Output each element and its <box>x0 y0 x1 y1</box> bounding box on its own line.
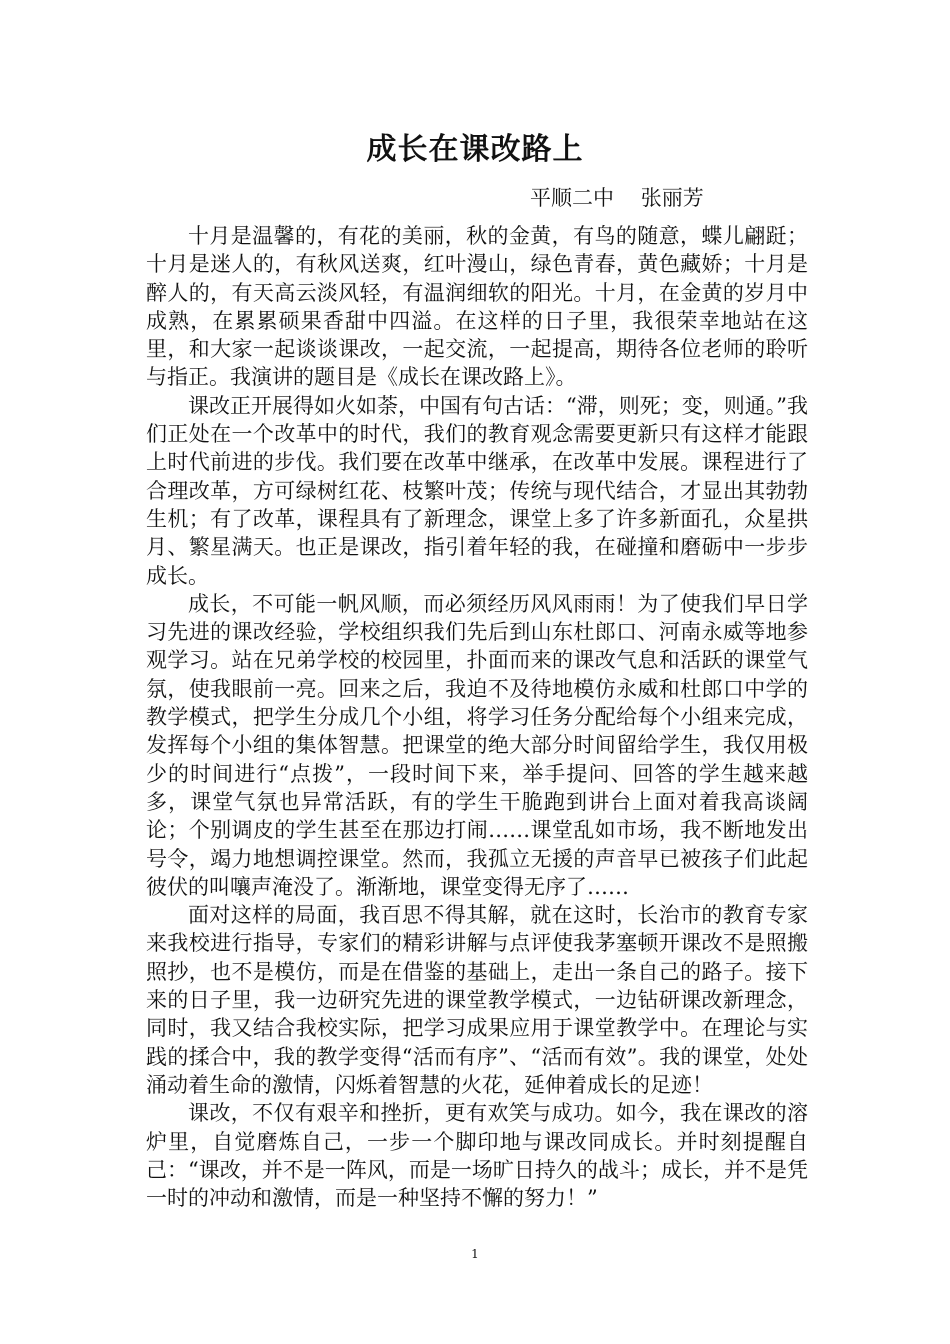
paragraph: 面对这样的局面，我百思不得其解，就在这时，长治市的教育专家来我校进行指导，专家们的精彩讲解与点评使我茅塞顿开课改不是照搬照抄，也不是模仿，而是在借鉴的基础上，走出一条自己的路子。接下来的日子里，我一边研究先进的课堂教学模式，一边钻研课改新理念，同时，我又结合我校实际，把学习成果应用于课堂教学中。在理论与实践的揉合中，我的教学变得“活而有序”、“活而有效”。我的课堂，处处涌动着生命的激情，闪烁着智慧的火花，延伸着成长的足迹！ <box>146 903 808 1097</box>
page-number: 1 <box>471 1247 479 1261</box>
document-title: 成长在课改路上 <box>366 132 584 167</box>
author-byline: 平顺二中 张丽芳 <box>530 186 704 210</box>
paragraph: 十月是温馨的，有花的美丽，秋的金黄，有鸟的随意，蝶儿翩跹；十月是迷人的，有秋风送爽，红叶漫山，绿色青春，黄色藏娇；十月是醉人的，有天高云淡风轻，有温润细软的阳光。十月，在金黄的岁月中成熟，在累累硕果香甜中四溢。在这样的日子里，我很荣幸地站在这里，和大家一起谈谈课改，一起交流，一起提高，期待各位老师的聆听与指正。我演讲的题目是《成长在课改路上》。 <box>146 224 808 390</box>
document-body <box>146 222 808 1212</box>
paragraph: 成长，不可能一帆风顺，而必须经历风风雨雨！为了使我们早日学习先进的课改经验，学校组织我们先后到山东杜郎口、河南永威等地参观学习。站在兄弟学校的校园里，扑面而来的课改气息和活跃的课堂气氛，使我眼前一亮。回来之后，我迫不及待地模仿永威和杜郎口中学的教学模式，把学生分成几个小组，将学习任务分配给每个小组来完成，发挥每个小组的集体智慧。把课堂的绝大部分时间留给学生，我仅用极少的时间进行“点拨”，一段时间下来，举手提问、回答的学生越来越多，课堂气氛也异常活跃，有的学生干脆跑到讲台上面对着我高谈阔论；个别调皮的学生甚至在那边打闹……课堂乱如市场，我不断地发出号令，竭力地想调控课堂。然而，我孤立无援的声音早已被孩子们此起彼伏的叫嚷声淹没了。渐渐地，课堂变得无序了…… <box>146 591 808 899</box>
paragraph: 课改正开展得如火如荼，中国有句古话：“滞，则死；变，则通。”我们正处在一个改革中的时代，我们的教育观念需要更新只有这样才能跟上时代前进的步伐。我们要在改革中继承，在改革中发展。课程进行了合理改革，方可绿树红花、枝繁叶茂；传统与现代结合，才显出其勃勃生机；有了改革，课程具有了新理念，课堂上多了许多新面孔，众星拱月、繁星满天。也正是课改，指引着年轻的我，在碰撞和磨砺中一步步成长。 <box>146 393 808 588</box>
paragraph: 课改，不仅有艰辛和挫折，更有欢笑与成功。如今，我在课改的溶炉里，自觉磨炼自己，一步一个脚印地与课改同成长。并时刻提醒自己：“课改，并不是一阵风，而是一场旷日持久的战斗；成长，并不是凭一时的冲动和激情，而是一种坚持不懈的努力！” <box>146 1101 808 1211</box>
